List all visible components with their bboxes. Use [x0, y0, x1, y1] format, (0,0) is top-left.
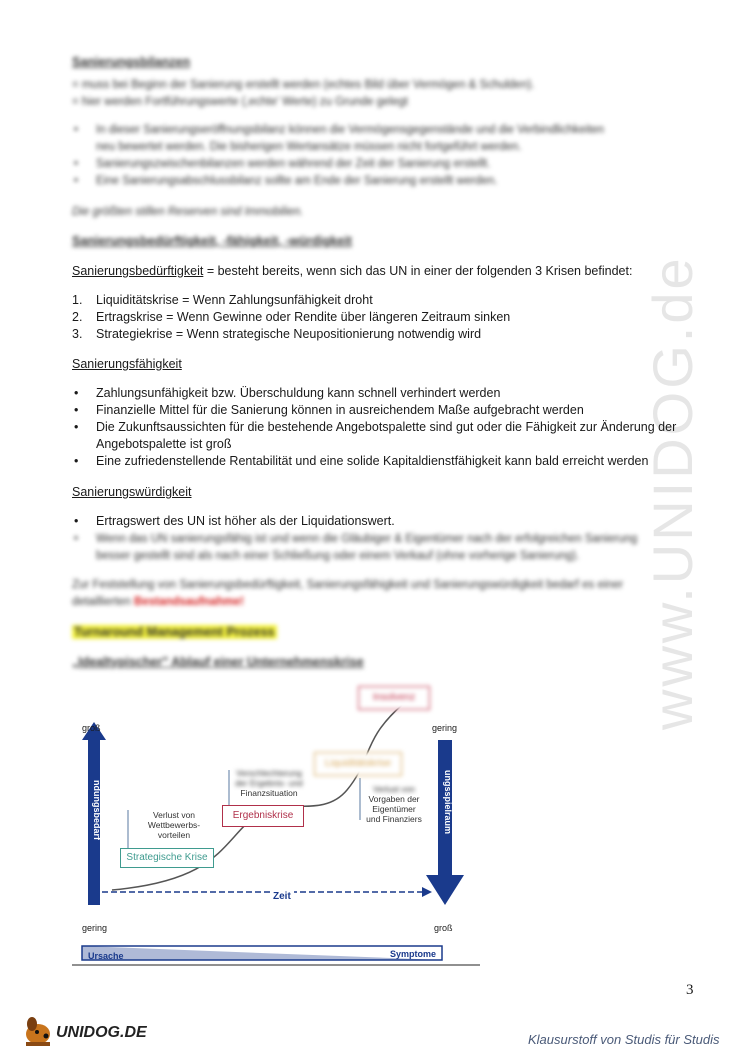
crisis-diagram — [72, 680, 492, 970]
section3-heading: Turnaround Management Prozess — [74, 625, 275, 639]
section3-subheading: „Idealtypischer" Ablauf einer Unternehmenskrise — [72, 655, 364, 669]
intro-term: Sanierungsbedürftigkeit — [72, 264, 204, 278]
logo-text: UNIDOG.DE — [56, 1024, 147, 1041]
right-top-label: gering — [432, 723, 458, 733]
box-strategic-crisis: Strategische Krise — [120, 848, 214, 868]
note-line: Vorgaben der — [368, 794, 420, 804]
box-liquidity-crisis: Liquiditätskrise — [314, 752, 402, 776]
list-number: 2. — [72, 310, 83, 324]
time-arrowhead — [422, 887, 432, 897]
wuerdigkeit-list — [72, 513, 712, 530]
list-item-text: neu bewertet werden. Die bisherigen Wertansätze müssen nicht fortgeführt werden. — [96, 141, 522, 153]
left-arrow-label: ndungsbedarf — [92, 780, 102, 840]
list-item: • Eine zufriedenstellende Rentabilität und eine solide Kapitaldienstfähigkeit kann bald erreicht werden — [72, 453, 712, 470]
list-item — [72, 139, 692, 156]
section1-line-2: = hier werden Fortführungswerte (,echte' Werte) zu Grunde gelegt — [72, 96, 408, 108]
note-line: Wettbewerbs- — [147, 820, 201, 830]
wuerdigkeit-blur-list — [72, 531, 712, 565]
summary-line-2 — [72, 594, 244, 611]
summary-line-1: Zur Feststellung von Sanierungsbedürftigkeit, Sanierungsfähigkeit und Sanierungswürdigkeit bedarf es einer — [72, 579, 624, 591]
right-bottom-label: groß — [434, 923, 453, 933]
note-line: Verlust von — [372, 784, 416, 794]
dog-logo-icon — [22, 1014, 56, 1048]
list-number: 3. — [72, 327, 83, 341]
list-item — [72, 309, 510, 326]
note-strategic — [134, 810, 214, 840]
list-text: Strategiekrise = Wenn strategische Neupositionierung notwendig wird — [96, 327, 482, 341]
faehigkeit-list — [72, 385, 712, 470]
list-item: • Zahlungsunfähigkeit bzw. Überschuldung kann schnell verhindert werden — [72, 385, 712, 402]
list-item-continuation — [72, 548, 712, 565]
list-item: • Die Zukunftsaussichten für die bestehende Angebotspalette sind gut oder die Fähigkeit zur Änderung der — [72, 419, 712, 436]
section1-heading: Sanierungsbilanzen — [72, 55, 191, 69]
list-text: Angebotspalette ist groß — [96, 437, 232, 451]
section1-bullets — [72, 122, 692, 190]
box-insolvency: Insolvenz — [358, 686, 430, 710]
list-item: • Eine Sanierungsabschlussbilanz sollte am Ende der Sanierung erstellt werden. — [72, 173, 692, 190]
intro-rest: = besteht bereits, wenn sich das UN in einer der folgenden 3 Krisen befindet: — [203, 264, 633, 278]
section1-line-1: = muss bei Beginn der Sanierung erstellt werden (echtes Bild über Vermögen & Schulden). — [72, 79, 535, 91]
section3-heading-wrap — [72, 624, 277, 641]
left-top-label: groß — [82, 723, 101, 733]
left-bottom-label: gering — [82, 923, 108, 933]
section1-note: Die größten stillen Reserven sind Immobilien. — [72, 206, 304, 218]
note-line: Eigentümer — [372, 804, 416, 814]
list-item: • Wenn das UN sanierungsfähig ist und wenn die Gläubiger & Eigentümer nach der erfolgreichen Sanierung — [72, 531, 712, 548]
crisis-list — [72, 292, 510, 343]
footer-tagline: Klausurstoff von Studis für Studis — [528, 1032, 720, 1047]
sanierungsbeduerftigkeit-intro — [72, 263, 632, 280]
note-line: Verschlechterung — [236, 768, 302, 778]
footer-logo — [22, 1014, 152, 1048]
note-earnings — [232, 768, 306, 798]
note-liquidity — [362, 784, 426, 824]
summary-text: detaillierten — [72, 596, 135, 608]
symptoms-label: Symptome — [390, 949, 437, 959]
watermark: www.UNIDOG.de — [641, 255, 704, 730]
time-label: Zeit — [270, 888, 294, 905]
note-line: und Finanziers — [366, 814, 422, 824]
list-item: • Sanierungszwischenbilanzen werden während der Zeit der Sanierung erstellt. — [72, 156, 692, 173]
list-text: besser gestellt sind als nach einer Schließung oder einem Verkauf (ohne vorherige Sanierung). — [96, 550, 580, 562]
summary-highlight: Bestandsaufnahme! — [134, 596, 244, 608]
note-line: Verlust von — [152, 810, 196, 820]
list-text: Ertragskrise = Wenn Gewinne oder Rendite über längeren Zeitraum sinken — [96, 310, 511, 324]
list-number: 1. — [72, 293, 83, 307]
list-text: Liquiditätskrise = Wenn Zahlungsunfähigkeit droht — [96, 293, 373, 307]
list-item — [72, 326, 510, 343]
page-number: 3 — [686, 982, 694, 998]
wuerdigkeit-heading: Sanierungswürdigkeit — [72, 485, 192, 499]
right-arrow-label: ungsspielraum — [443, 770, 453, 835]
note-line: Finanzsituation — [240, 788, 298, 798]
note-line: der Ergebnis- und — [235, 778, 303, 788]
list-item: • Finanzielle Mittel für die Sanierung können in ausreichendem Maße aufgebracht werden — [72, 402, 712, 419]
faehigkeit-heading: Sanierungsfähigkeit — [72, 357, 182, 371]
cause-label: Ursache — [88, 951, 124, 961]
list-item-continuation — [72, 436, 712, 453]
box-earnings-crisis: Ergebniskrise — [222, 805, 304, 827]
section2-heading: Sanierungsbedürftigkeit, -fähigkeit, -würdigkeit — [72, 234, 352, 248]
list-item: • In dieser Sanierungseröffnungsbilanz können die Vermögensgegenstände und die Verbindlichkeiten — [72, 122, 692, 139]
list-item — [72, 292, 510, 309]
list-item: • Ertragswert des UN ist höher als der Liquidationswert. — [72, 513, 712, 530]
note-line: vorteilen — [157, 830, 191, 840]
